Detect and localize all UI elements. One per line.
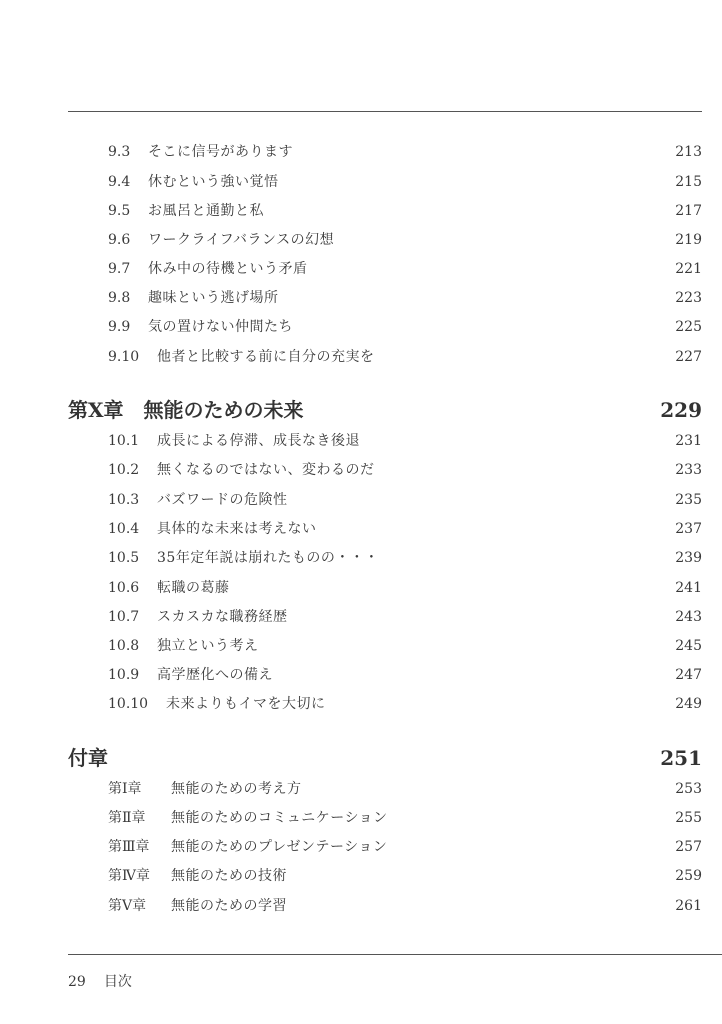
section-title: 転職の葛藤 (157, 580, 230, 596)
page-number: 257 (675, 839, 702, 855)
section-number: 9.4 (108, 174, 131, 190)
section-title: 高学歴化への備え (157, 667, 273, 683)
toc-entry[interactable] (0, 172, 722, 192)
toc-entry[interactable] (0, 694, 722, 714)
toc-entry[interactable] (0, 607, 722, 627)
footer-rule (68, 954, 722, 955)
section-title: 趣味という逃げ場所 (148, 290, 279, 306)
toc-entry[interactable] (0, 548, 722, 568)
section-number: 9.3 (108, 144, 131, 160)
toc-entry[interactable] (0, 519, 722, 539)
section-title: 他者と比較する前に自分の充実を (157, 349, 375, 365)
chapter-title: 第Ⅹ章 無能のための未来 (68, 398, 304, 422)
section-title: 具体的な未来は考えない (157, 521, 317, 537)
footer-page-number: 29 (68, 974, 86, 990)
page-number: 225 (675, 319, 702, 335)
section-title: そこに信号があります (148, 144, 293, 160)
section-number: 第Ⅱ章 (108, 810, 146, 826)
toc-entry[interactable] (0, 808, 722, 828)
toc-entry[interactable] (0, 578, 722, 598)
toc-entry[interactable] (0, 259, 722, 279)
toc-entry[interactable] (0, 636, 722, 656)
appendix-heading[interactable] (0, 743, 722, 773)
section-title: 無能のためのコミュニケーション (171, 810, 388, 826)
page-number: 235 (675, 492, 702, 508)
section-title: 無能のための技術 (171, 868, 287, 884)
section-number: 10.7 (108, 609, 140, 625)
toc-entry[interactable] (0, 460, 722, 480)
section-number: 10.2 (108, 462, 140, 478)
page-number: 247 (675, 667, 702, 683)
toc-entry[interactable] (0, 317, 722, 337)
section-title: 成長による停滞、成長なき後退 (157, 433, 360, 449)
toc-entry[interactable] (0, 665, 722, 685)
toc-entry[interactable] (0, 779, 722, 799)
page-number: 261 (675, 898, 702, 914)
section-number: 9.6 (108, 232, 131, 248)
section-title: バズワードの危険性 (157, 492, 288, 508)
chapter-page-number: 229 (660, 398, 702, 422)
section-number: 10.5 (108, 550, 140, 566)
section-title: 無能のためのプレゼンテーション (171, 839, 388, 855)
section-title: 休み中の待機という矛盾 (148, 261, 308, 277)
section-number: 第Ⅲ章 (108, 839, 150, 855)
page-number: 239 (675, 550, 702, 566)
section-title: 未来よりもイマを大切に (166, 696, 326, 712)
section-number: 9.10 (108, 349, 140, 365)
page-number: 259 (675, 868, 702, 884)
appendix-page-number: 251 (660, 746, 702, 770)
section-number: 10.8 (108, 638, 140, 654)
section-number: 10.10 (108, 696, 149, 712)
page-number: 231 (675, 433, 702, 449)
section-title: 気の置けない仲間たち (148, 319, 293, 335)
page-number: 245 (675, 638, 702, 654)
section-title: お風呂と通勤と私 (148, 203, 264, 219)
section-number: 10.1 (108, 433, 140, 449)
section-title: 休むという強い覚悟 (148, 174, 279, 190)
section-title: 35年定年説は崩れたものの・・・ (157, 550, 379, 566)
section-title: 無くなるのではない、変わるのだ (157, 462, 375, 478)
toc-entry[interactable] (0, 431, 722, 451)
section-number: 10.9 (108, 667, 140, 683)
section-number: 第Ⅳ章 (108, 868, 150, 884)
page-number: 237 (675, 521, 702, 537)
toc-entry[interactable] (0, 230, 722, 250)
page-number: 213 (675, 144, 702, 160)
page-number: 233 (675, 462, 702, 478)
section-title: スカスカな職務経歴 (157, 609, 288, 625)
section-title: 無能のための考え方 (171, 781, 302, 797)
section-number: 9.8 (108, 290, 131, 306)
section-number: 10.4 (108, 521, 140, 537)
page-number: 253 (675, 781, 702, 797)
page-number: 215 (675, 174, 702, 190)
page-number: 217 (675, 203, 702, 219)
toc-entry[interactable] (0, 201, 722, 221)
toc-entry[interactable] (0, 866, 722, 886)
chapter-heading[interactable] (0, 395, 722, 425)
appendix-title: 付章 (68, 746, 108, 770)
footer-label: 目次 (103, 974, 132, 990)
toc-entry[interactable] (0, 142, 722, 162)
page-number: 227 (675, 349, 702, 365)
header-rule (68, 111, 702, 112)
section-title: ワークライフバランスの幻想 (148, 232, 335, 248)
section-number: 第Ⅰ章 (108, 781, 142, 797)
page-footer (68, 972, 132, 992)
page-number: 249 (675, 696, 702, 712)
section-number: 第Ⅴ章 (108, 898, 147, 914)
section-title: 独立という考え (157, 638, 259, 654)
section-title: 無能のための学習 (171, 898, 287, 914)
page-number: 243 (675, 609, 702, 625)
page-number: 219 (675, 232, 702, 248)
toc-entry[interactable] (0, 837, 722, 857)
page-number: 255 (675, 810, 702, 826)
toc-entry[interactable] (0, 490, 722, 510)
section-number: 10.6 (108, 580, 140, 596)
toc-entry[interactable] (0, 896, 722, 916)
toc-entry[interactable] (0, 288, 722, 308)
page-number: 221 (675, 261, 702, 277)
page-number: 223 (675, 290, 702, 306)
section-number: 9.7 (108, 261, 131, 277)
section-number: 10.3 (108, 492, 140, 508)
toc-entry[interactable] (0, 347, 722, 367)
section-number: 9.5 (108, 203, 131, 219)
section-number: 9.9 (108, 319, 131, 335)
page-number: 241 (675, 580, 702, 596)
